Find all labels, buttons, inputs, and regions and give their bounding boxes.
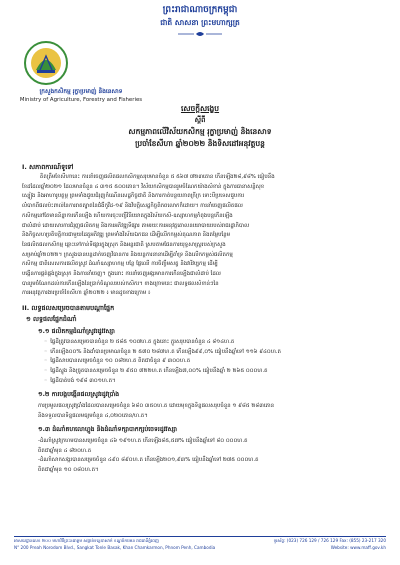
kingdom-title: ព្រះរាជាណាចក្រកម្ពុជា [162, 5, 238, 15]
footer [14, 538, 386, 551]
document-titles [0, 103, 400, 150]
paragraph-line: និងទទួលបានទិន្នផលមធ្យមចំនួន ៤,០២០តោន/ហ.ត។ [38, 412, 148, 419]
footer-address-english: N° 200 Preah Norodom Blvd., Sangkat Tonle Basak, Khan Chamkarmon, Phnom Penh, Cambodia [14, 544, 216, 550]
paragraph-line: គិតត្រឹមខែសីហានេះ ការនាំចេញផលិតផលកសិកម្មសរុបមានចំនួន ៥ ៥៦៧ ៧២៣តោន កើនឡើង២៨,៩៨% ធៀបនឹង [40, 174, 275, 180]
period-title: ប្រចាំខែសីហា ឆ្នាំ២០២២ និងទិសដៅអនុវត្តបន្ត [135, 139, 265, 148]
paragraph-line: ខែដដែលឆ្នាំ២០២១ ដែលមានចំនួន ៤ ៣១៥ ៥០០តោន។ វិស័យកសិកម្មបានរួមចំណែកយ៉ាងសំខាន់ ក្នុងការធានាសន្តិសុខ [22, 183, 265, 190]
paragraph-line: -ដំណាំស្រូវក្រហមបានសម្រេចចំនួន ៤៦ ១៩១ហ.ត កើនឡើង៨៥,៥៧% ធៀបនឹងឆ្នាំទៅ ៨០ ០០០ហ.ត [38, 438, 248, 444]
paragraph-line: នៃផលិតផលកសិកម្ម ឆ្ពោះទៅកាន់ទីផ្សារក្នុងស្រុក និងអន្តរជាតិ ស្របតាមផែនការយុទ្ធសាស្ត្ររបស់ក្រសួង [22, 241, 226, 248]
paragraph-line: សម្រាប់ឆ្នាំ២០២២។ ក្រសួងបានបន្តដាក់ចេញវិធានការ និងយន្តការនានាដើម្បីគាំទ្រ និងលើកកម្ពស់ផលិតកម្ម [22, 251, 233, 258]
paragraph-line: ពិតជាឆ្នាំមុន ៤ ៨២០ហ.ត [38, 447, 92, 454]
section-heading-results: II. លទ្ធផលសម្រេចបានតាមបណ្តាផ្នែក [22, 304, 115, 312]
footer-row [14, 538, 386, 545]
footer-address-khmer: អាសយដ្ឋានលេខ ២០០ មហាវិថីព្រះនរោត្តម សង្កាត់ទន្លេបាសាក់ ខណ្ឌចំការមន រាជធានីភ្នំពេញ [14, 538, 159, 543]
footer-divider [14, 536, 386, 537]
wet-season-rice-list [44, 338, 382, 387]
subject-title: សកម្មភាពលើវិស័យកសិកម្ម រុក្ខាប្រមាញ់ និងនេសាទ [128, 127, 272, 136]
ministry-name: ក្រសួងកសិកម្ម រុក្ខាប្រមាញ់ និងនេសាទ [39, 89, 123, 95]
document-type-title: សេចក្តីសង្ខេប [180, 104, 220, 113]
overview-paragraph [22, 173, 382, 299]
paragraph-line: ការប្រមូលផលស្រូវប្រាំងដែលបានសម្រេចចំនួន ៦៨០ ៣៥០ហ.ត ដោយមុខក្នុងទិន្នផលសរុបចំនួន ១ ៩៨៥ ២៨៣តោន [38, 403, 275, 409]
dry-season-rice-paragraph [38, 402, 382, 421]
paragraph-line: លំបាកពីផលប៉ះពាល់នៃការរាតត្បាតនៃជំងឺកូវីដ-១៩ និងវិបត្តិសេដ្ឋកិច្ចពិភពលោកក៏ដោយ។ ការនាំចេញផលិតផល [22, 203, 243, 210]
footer-row [14, 545, 386, 552]
list-item: ◦ ផ្ទៃដីត្រូវបានសម្រេចបានចំនួន ២ ៥៨៥ ១០៧ហ.ត ក្នុងនោះ ភ្ជួរសរុបបានចំនួន ៤ ៨១៤ហ.ត [44, 338, 382, 348]
list-item: ◦ ផ្ទៃដីស្ទូង និងច្រូតបានសម្រេចចំនួន ២ ៩៥០ ៧២២ហ.ត កើនឡើង៧,០០% ធៀបនឹងឆ្នាំ ២ ២៦៥ ០០០ហ.ត [44, 367, 382, 377]
paragraph-line: កសិកម្ម ជាពិសេសការផលិតស្រូវ ដំណាំឧស្សាហកម្ម បន្លែ ផ្លែឈើ ការចិញ្ចឹមសត្វ និងវារីវប្បកម្ម ដើម្បី [22, 261, 218, 268]
paragraph-line: បង្កើនការផ្គត់ផ្គង់ក្នុងស្រុក និងការនាំចេញ។ ក្នុងនោះ ការនាំចេញអង្ករមានការកើនឡើងជាលំដាប់ ដែល [22, 271, 221, 278]
subsection-heading-other-crops: ១.៣ ដំណាំគហលោហ្គូង និងដំណាំទក្សាបាកក្សប់ចេទរដូវវស្សា [38, 426, 178, 433]
paragraph-line: ជាលំដាប់ ដោយសារការជំរុញផលិតកម្ម និងការអភិវឌ្ឍទីផ្សារ តាមរយៈការអនុវត្តគោលនយោបាយរបស់រាជរដ្ឋាភិបាល [22, 222, 250, 229]
subsection-heading-dry-season-rice: ១.២ ការបង្កបង្កើនផលស្រូវរដូវប្រាំង [38, 391, 120, 398]
paragraph-line: ពិតជាឆ្នាំមុន ១០ ០៨០ហ.ត។ [38, 467, 99, 474]
section-heading-overview: I. សភាពការណ៍ទូទៅ [22, 163, 74, 171]
subsection-heading-wet-season-rice: ១.១ ផលិតកម្មដំណាំស្រូវរដូវវស្សា [38, 328, 115, 335]
letterhead [0, 4, 400, 28]
list-item: ◦ ផ្ទៃដីបាត់បង់ ១៩៨ ៣០១ហ.ត។ [44, 377, 382, 387]
subsection-heading-crops: ១ លទ្ធផលផ្នែកដំណាំ [26, 316, 77, 323]
list-item: ◦ កើនឡើង០០% និងដាំបានប្រមាណចំនួន ២ ៥៧០ ២៨៧ហ.ត កើនឡើង៩៩,០% ធៀបនឹងឆ្នាំទៅ ១១៦ ៩៤០ហ.ត [44, 348, 382, 358]
paragraph-line: -ដំណាំសាកសង្ករបានសម្រេចចំនួន ៤៩០ ៨៩០ហ.ត កើនឡើង២០១,៩៣% ធៀបនឹងឆ្នាំទៅ ២៧៥ ០០០ហ.ត [38, 457, 259, 464]
list-item: ◦ ផ្ទៃដីសាបបានសម្រេចចំនួន ១០ ០៨២ហ.ត ពិតជាចំនួន ៩ ៣០០ហ.ត [44, 357, 382, 367]
ornament-divider-icon [176, 31, 224, 37]
paragraph-line: ការអនុវត្តការងារប្រចាំខែសីហា ឆ្នាំ២០២២ ៖ មានដូចខាងក្រោម ៖ [22, 290, 151, 297]
paragraph-line: បានរួមចំណែកដល់ការកើនឡើងនៃប្រាក់ចំណូលរបស់កសិករ។ ខាងក្រោមនេះ ជាលទ្ធផលសំខាន់ៗនៃ [22, 280, 219, 287]
footer-phone: ទូរស័ព្ទ: (023) 726 129 / 726 129 Fax: (855) 23-217 320 [273, 538, 386, 543]
paragraph-line: និងកិច្ចសហប្រតិបត្តិការជាមួយដៃគូអភិវឌ្ឍ ព្រមទាំងវិស័យឯកជន ដើម្បីលើកកម្ពស់គុណភាព និងតម្លៃបន្ថែម [22, 232, 231, 239]
ministry-name-english: Ministry of Agriculture, Forestry and Fisheries [19, 97, 143, 103]
paragraph-line: ស្បៀង និងអាហារូបត្ថម្ភ ព្រមទាំងជួយជំរុញកំណើនសេដ្ឋកិច្ចជាតិ និងការកាត់បន្ថយភាពក្រីក្រ ទោះបីប្រទេសជួបការ [22, 193, 245, 200]
footer-website: Website: www.maff.gov.kh [330, 544, 386, 550]
other-crops-paragraph [38, 437, 382, 476]
ministry-name-block [6, 88, 156, 104]
ministry-logo-icon [23, 40, 69, 86]
subject-label: ស្តីពី [194, 116, 206, 124]
paragraph-line: កសិកម្មនៅតែមាននិន្នាការកើនឡើង ហើយការចុះបញ្ជីវិនិយោគក្នុងវិស័យកសិ-ឧស្សាហកម្មកំពុងបន្តកើនឡើង [22, 212, 233, 219]
national-motto: ជាតិ សាសនា ព្រះមហាក្សត្រ [160, 18, 240, 27]
